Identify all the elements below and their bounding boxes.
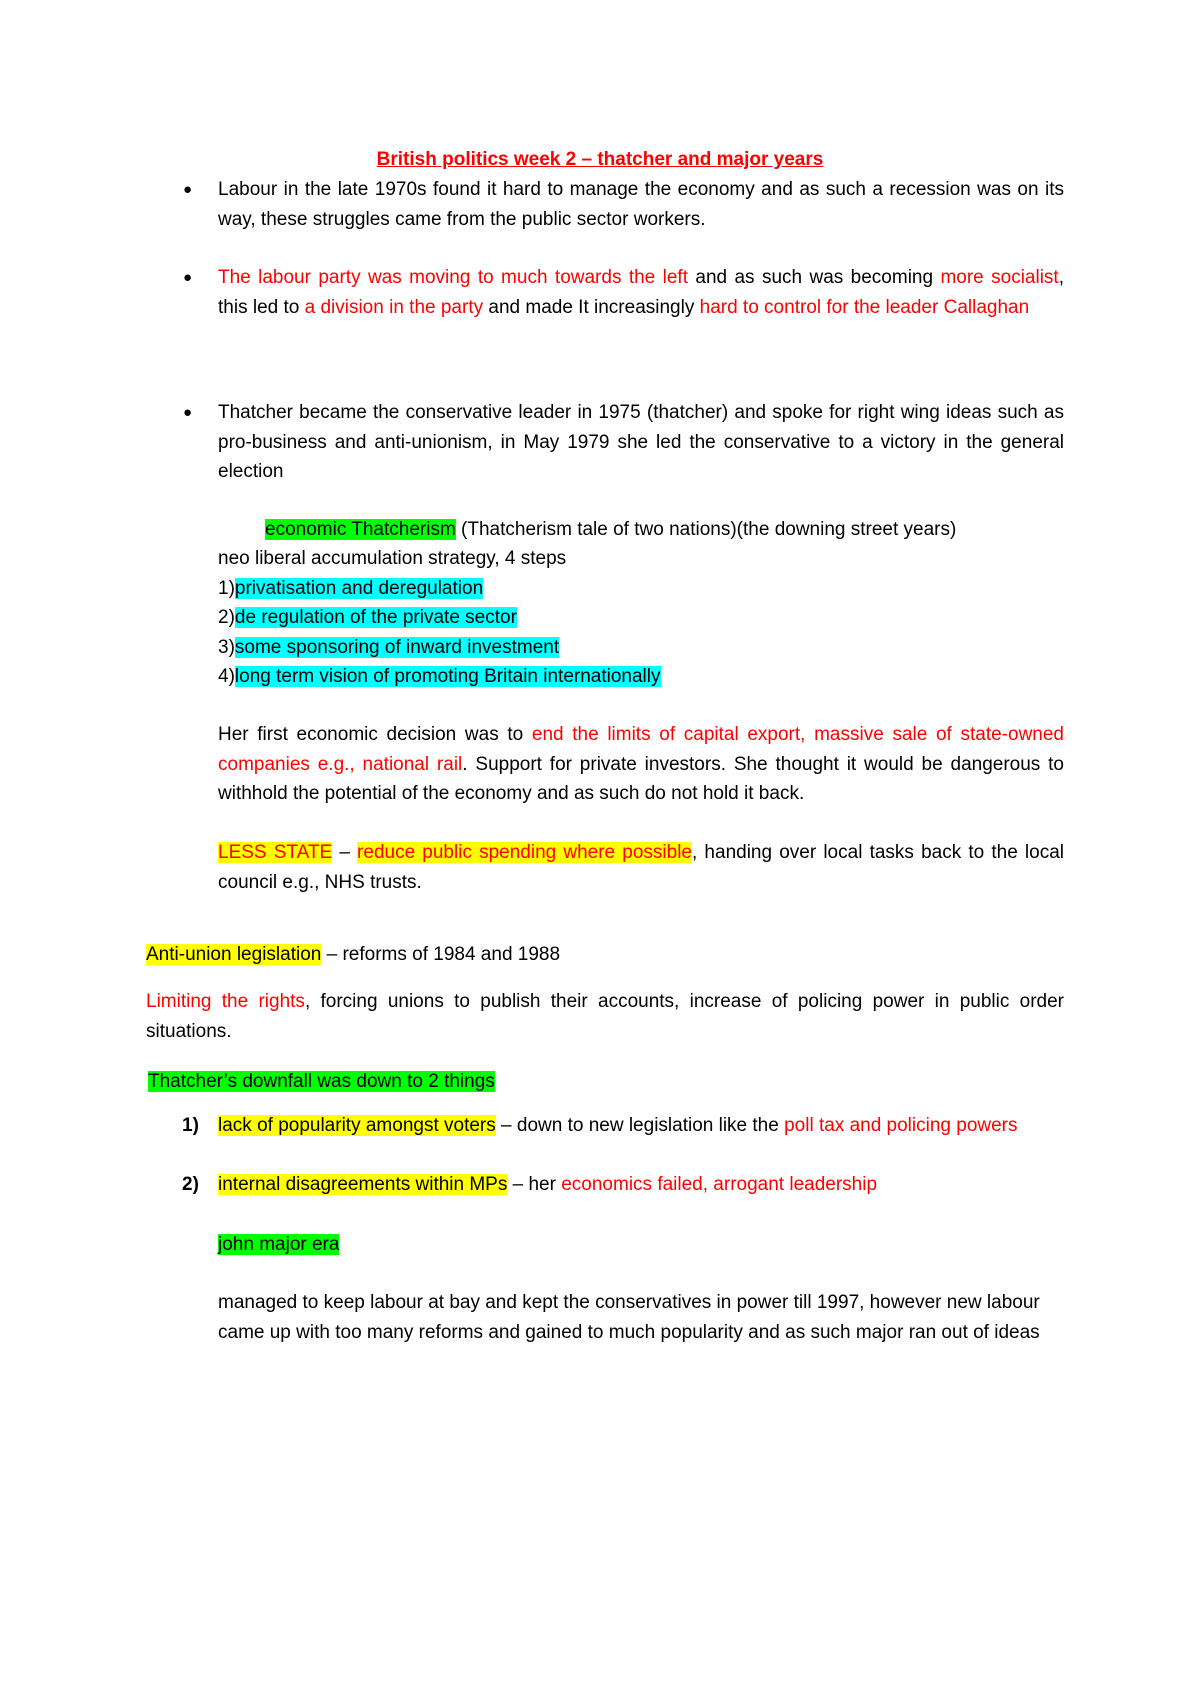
step-number: 2) <box>218 607 235 628</box>
list-number: 2) <box>182 1174 199 1195</box>
step-text: some sponsoring of inward investment <box>234 637 560 658</box>
capital-export-text: end the limits of capital export, massive sale of state-owned companies e.g., national rail <box>218 724 1064 775</box>
plain-text: Her first economic decision was to <box>218 724 532 745</box>
plain-text: and made It increasingly <box>483 296 700 318</box>
list-number: 1) <box>182 1115 199 1136</box>
plain-text: – down to new legislation like the <box>495 1115 785 1136</box>
anti-union-heading-rest: – reforms of 1984 and 1988 <box>321 944 561 965</box>
step-text: long term vision of promoting Britain internationally <box>234 666 661 687</box>
econ-heading-rest: (Thatcherism tale of two nations)(the downing street years) <box>455 519 957 540</box>
list-item <box>218 574 483 604</box>
internal-disagreements-text: internal disagreements within MPs <box>218 1174 508 1195</box>
labour-left-text: The labour party was moving to much towards the left <box>218 267 688 288</box>
plain-text: – her <box>507 1174 562 1195</box>
poll-tax-text: poll tax and policing powers <box>784 1115 1018 1136</box>
downfall-item-1 <box>218 1111 1064 1141</box>
plain-text: , this led to <box>218 267 1064 318</box>
reduce-spending-text: reduce public spending where possible <box>357 842 692 863</box>
more-socialist-text: more socialist <box>940 267 1059 288</box>
bullet-3-text: Thatcher became the conservative leader in 1975 (thatcher) and spoke for right wing ideas such as pro-business and anti-unionism, in May 1979 she led the conservative to a victory in the general election <box>218 402 1064 482</box>
downfall-heading: Thatcher’s downfall was down to 2 things <box>148 1071 495 1092</box>
plain-text: . Support for private investors. She thought it would be dangerous to withhold the potential of the economy and as such do not hold it back. <box>218 753 1064 804</box>
anti-union-paragraph <box>146 987 1064 1046</box>
econ-subheading: neo liberal accumulation strategy, 4 steps <box>218 548 567 569</box>
major-text: managed to keep labour at bay and kept the conservatives in power till 1997, however new labour came up with too many reforms and gained to much popularity and as such major ran out of ideas <box>218 1292 1040 1343</box>
limiting-rights-text: Limiting the rights <box>146 991 305 1012</box>
econ-heading: economic Thatcherism <box>265 519 456 540</box>
list-item <box>218 633 559 663</box>
hard-to-control-text: hard to control for the leader Callaghan <box>699 296 1030 318</box>
downfall-item-2 <box>218 1170 1064 1200</box>
bullet-icon: ● <box>183 269 193 286</box>
bullet-paragraph-1 <box>218 175 1064 234</box>
major-heading: john major era <box>218 1234 340 1255</box>
plain-text: and as such was becoming <box>688 267 941 288</box>
decision-paragraph <box>218 720 1064 809</box>
list-item <box>218 662 661 692</box>
bullet-icon: ● <box>183 181 193 198</box>
popularity-text: lack of popularity amongst voters <box>218 1115 496 1136</box>
less-state-label: LESS STATE <box>218 842 333 863</box>
econ-heading-line <box>265 515 956 545</box>
plain-text: – <box>332 842 358 863</box>
bullet-icon: ● <box>183 404 193 421</box>
major-heading-line <box>218 1230 339 1260</box>
plain-text: , handing over local tasks back to the local council e.g., NHS trusts. <box>218 842 1065 893</box>
page-title: British politics week 2 – thatcher and major years <box>376 149 824 170</box>
less-state-paragraph <box>218 838 1064 897</box>
step-number: 4) <box>218 666 235 687</box>
step-number: 1) <box>218 578 235 599</box>
plain-text: , forcing unions to publish their accounts, increase of policing power in public order situations. <box>146 991 1065 1042</box>
downfall-heading-line <box>148 1067 495 1097</box>
bullet-paragraph-3 <box>218 398 1064 487</box>
economics-failed-text: economics failed, arrogant leadership <box>561 1174 878 1195</box>
step-text: de regulation of the private sector <box>234 607 517 628</box>
list-item <box>218 603 517 633</box>
bullet-paragraph-2 <box>218 263 1064 322</box>
anti-union-heading-line <box>146 940 560 970</box>
anti-union-heading: Anti-union legislation <box>146 944 322 965</box>
bullet-1-text: Labour in the late 1970s found it hard to manage the economy and as such a recession was on its way, these struggles came from the public sector workers. <box>218 179 1064 230</box>
step-number: 3) <box>218 637 235 658</box>
step-text: privatisation and deregulation <box>234 578 484 599</box>
division-text: a division in the party <box>304 296 484 318</box>
major-paragraph <box>218 1288 1064 1347</box>
